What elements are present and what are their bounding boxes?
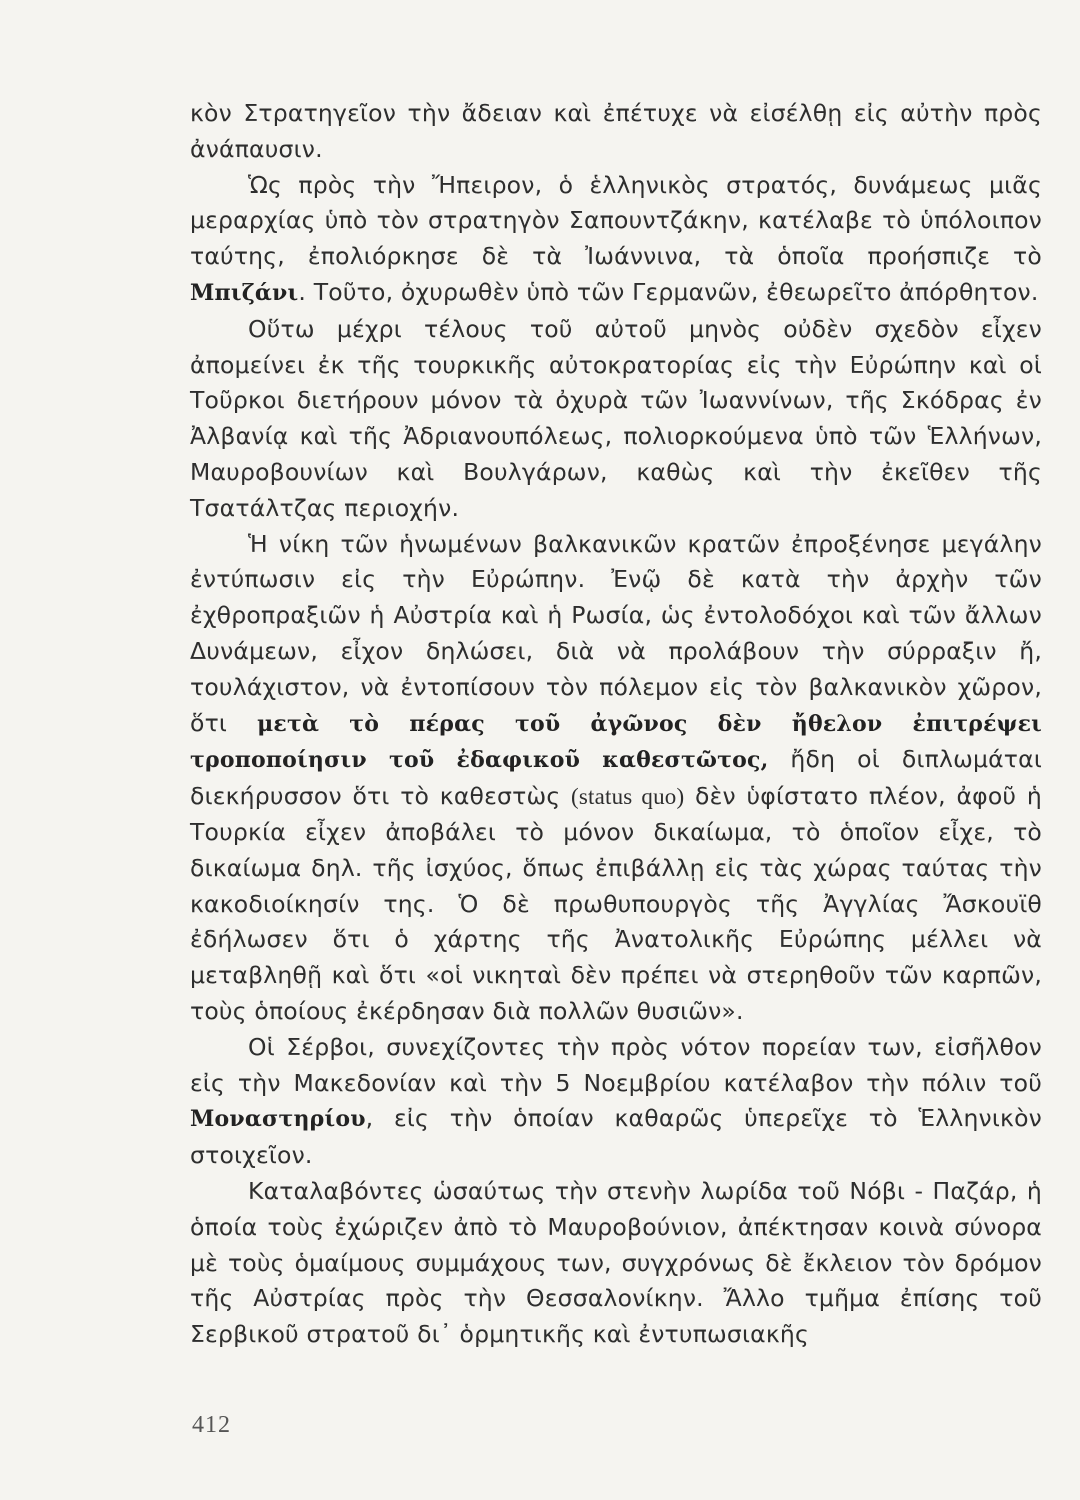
paragraph-3 [190,312,1042,527]
paragraph-3-text: Οὕτω μέχρι τέλους τοῦ αὐτοῦ μηνὸς οὐδὲν σχεδὸν εἶχεν ἀπομείνει ἐκ τῆς τουρκικῆς αὐτοκρατορίας εἰς τὴν Εὐρώπην καὶ οἱ Τοῦρκοι διετήρουν μόνον τὰ ὀχυρὰ τῶν Ἰωαννίνων, τῆς Σκόδρας ἐν Ἀλβανίᾳ καὶ τῆς Ἀδριανουπόλεως, πολιορκούμενα ὑπὸ τῶν Ἑλλήνων, Μαυροβουνίων καὶ Βουλγάρων, καθὼς καὶ τὴν ἐκεῖθεν τῆς Τσατάλτζας περιοχήν. [190,314,1042,522]
paragraph-4-text-c: δὲν ὑφίστατο πλέον, ἀφοῦ ἡ Τουρκία εἶχεν ἀποβάλει τὸ μόνον δικαίωμα, τὸ ὁποῖον εἶχε, τὸ δικαίωμα δηλ. τῆς ἰσχύος, ὅπως ἐπιβάλλῃ εἰς τὰς χώρας ταύτας τὴν κακοδιοίκησίν της. Ὁ δὲ πρωθυπουργὸς τῆς Ἀγγλίας Ἄσκουϊθ ἐδήλωσεν ὅτι ὁ χάρτης τῆς Ἀνατολικῆς Εὐρώπης μέλλει νὰ μεταβληθῇ καὶ ὅτι «οἱ νικηταὶ δὲν πρέπει νὰ στερηθοῦν τῶν καρπῶν, τοὺς ὁποίους ἐκέρδησαν διὰ πολλῶν θυσιῶν». [190,782,1042,1025]
paragraph-1 [190,96,1042,168]
paragraph-6 [190,1174,1042,1353]
paragraph-4-text-a: Ἡ νίκη τῶν ἡνωμένων βαλκανικῶν κρατῶν ἐπροξένησε μεγάλην ἐντύπωσιν εἰς τὴν Εὐρώπην. Ἐνῷ δὲ κατὰ τὴν ἀρχὴν τῶν ἐχθροπραξιῶν ἡ Αὐστρία καὶ ἡ Ρωσία, ὡς ἐντολοδόχοι καὶ τῶν ἄλλων Δυνάμεων, εἶχον δηλώσει, διὰ νὰ προλάβουν τὴν σύρραξιν ἤ, τουλάχιστον, νὰ ἐντοπίσουν τὸν πόλεμον εἰς τὸν βαλκανικὸν χῶρον, ὅτι [190,529,1042,737]
page-body-text [190,96,1042,1353]
paragraph-2-text-b: . Τοῦτο, ὀχυρωθὲν ὑπὸ τῶν Γερμανῶν, ἐθεωρεῖτο ἀπόρθητον. [298,277,1039,306]
paragraph-1-text: κὸν Στρατηγεῖον τὴν ἄδειαν καὶ ἐπέτυχε νὰ εἰσέλθῃ εἰς αὐτὴν πρὸς ἀνάπαυσιν. [190,99,1042,163]
paragraph-4-text-b: ἤδη οἱ διπλωμάται διεκήρυσσον ὅτι τὸ καθεστὼς [190,745,1042,811]
paragraph-5 [190,1030,1042,1174]
paragraph-2-text-a: Ὡς πρὸς τὴν Ἤπειρον, ὁ ἑλληνικὸς στρατός, δυνάμεως μιᾶς μεραρχίας ὑπὸ τὸν στρατηγὸν Σαπουντζάκην, κατέλαβε τὸ ὑπόλοιπον ταύτης, ἐπολιόρκησε δὲ τὰ Ἰωάννινα, τὰ ὁποῖα προήσπιζε τὸ [190,170,1042,271]
paragraph-4-bold-quote: μετὰ τὸ πέρας τοῦ ἀγῶνος δὲν ἤθελον ἐπιτρέψει τροποποίησιν τοῦ ἐδαφικοῦ καθεστῶτος, [190,710,1043,774]
paragraph-4 [190,527,1042,1030]
paragraph-5-text-a: Οἱ Σέρβοι, συνεχίζοντες τὴν πρὸς νότον πορείαν των, εἰσῆλθον εἰς τὴν Μακεδονίαν καὶ τὴν 5 Νοεμβρίου κατέλαβον τὴν πόλιν τοῦ [190,1032,1042,1097]
paragraph-2-bold-place: Μπιζάνι [190,279,299,306]
page-number: 412 [192,1412,231,1438]
paragraph-5-bold-place: Μοναστηρίου [190,1106,366,1133]
paragraph-6-text: Καταλαβόντες ὡσαύτως τὴν στενὴν λωρίδα τοῦ Νόβι - Παζάρ, ἡ ὁποία τοὺς ἐχώριζεν ἀπὸ τὸ Μαυροβούνιον, ἀπέκτησαν κοινὰ σύνορα μὲ τοὺς ὁμαίμους συμμάχους των, συγχρόνως δὲ ἔκλειον τὸν δρόμον τῆς Αὐστρίας πρὸς τὴν Θεσσαλονίκην. Ἄλλο τμῆμα ἐπίσης τοῦ Σερβικοῦ στρατοῦ δι᾽ ὁρμητικῆς καὶ ἐντυπωσιακῆς [190,1176,1042,1349]
paragraph-5-text-b: , εἰς τὴν ὁποίαν καθαρῶς ὑπερεῖχε τὸ Ἑλληνικὸν στοιχεῖον. [190,1104,1042,1170]
paragraph-4-latin-term: (status quo) [570,784,685,810]
paragraph-2 [190,168,1042,312]
